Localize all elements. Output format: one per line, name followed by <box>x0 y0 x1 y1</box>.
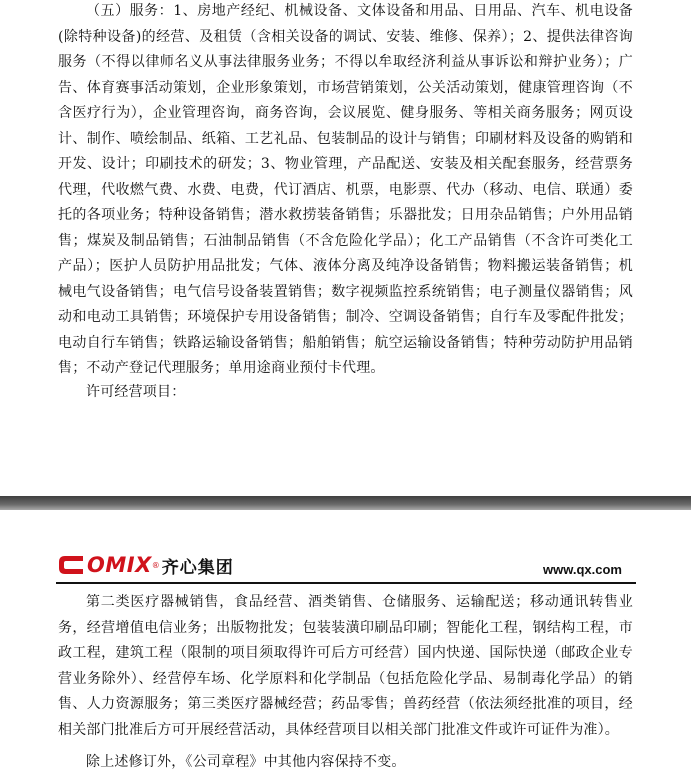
logo-wordmark: OMIX <box>87 553 152 577</box>
document-header <box>56 552 636 582</box>
business-scope-paragraph: （五）服务：1、房地产经纪、机械设备、文体设备和用品、日用品、汽车、机电设备(除特种设备)的经营、及租赁（含相关设备的调试、安装、维修、保养）；2、提供法律咨询服务（不得以律师名义从事法律服务业务；不得以牟取经济利益从事诉讼和辩护业务）；广告、体育赛事活动策划，企业形象策划，市场营销策划，公关活动策划，健康管理咨询（不含医疗行为），企业管理咨询，商务咨询，会议展览、健身服务、等相关商务服务；网页设计、制作、喷绘制品、纸箱、工艺礼品、包装制品的设计与销售；印刷材料及设备的购销和开发、设计；印刷技术的研发；3、物业管理，产品配送、安装及相关配套服务，经营票务代理，代收燃气费、水费、电费，代订酒店、机票，电影票、代办（移动、电信、联通）委托的各项业务；特种设备销售；潜水救捞装备销售；乐器批发；日用杂品销售；户外用品销售；煤炭及制品销售；石油制品销售（不含危险化学品）；化工产品销售（不含许可类化工产品）；医护人员防护用品批发；气体、液体分离及纯净设备销售；物料搬运装备销售；机械电气设备销售；电气信号设备装置销售；数字视频监控系统销售；电子测量仪器销售；风动和电动工具销售；环境保护专用设备销售；制冷、空调设备销售；自行车及零配件批发；电动自行车销售；铁路运输设备销售；船舶销售；航空运输设备销售；特种劳动防护用品销售；不动产登记代理服务；单用途商业预付卡代理。 <box>58 3 633 376</box>
licensed-scope-paragraph: 第二类医疗器械销售，食品经营、酒类销售、仓储服务、运输配送；移动通讯转售业务，经营增值电信业务；出版物批发；包装装潢印刷品印刷；智能化工程，钢结构工程，市政工程，建筑工程（限制的项目须取得许可后方可经营）国内快递、国际快递（邮政企业专营业务除外）、经营停车场、化学原料和化学制品（包括危险化学品、易制毒化学品）的销售、人力资源服务；第三类医疗器械经营；药品零售；兽药经营（依法须经批准的项目，经相关部门批准后方可开展经营活动，具体经营项目以相关部门批准文件或许可证件为准）。 <box>58 594 633 738</box>
header-rule <box>56 582 636 584</box>
comix-c-logo-icon <box>56 553 86 577</box>
comix-logo <box>56 552 234 578</box>
website-url: www.qx.com <box>543 562 622 577</box>
page-break-divider <box>0 496 691 510</box>
registered-mark: ® <box>151 560 160 570</box>
licensed-items-label: 许可经营项目： <box>86 384 186 400</box>
logo-chinese-name: 齐心集团 <box>161 557 234 578</box>
closing-statement: 除上述修订外，《公司章程》中其他内容保持不变。 <box>86 754 406 770</box>
